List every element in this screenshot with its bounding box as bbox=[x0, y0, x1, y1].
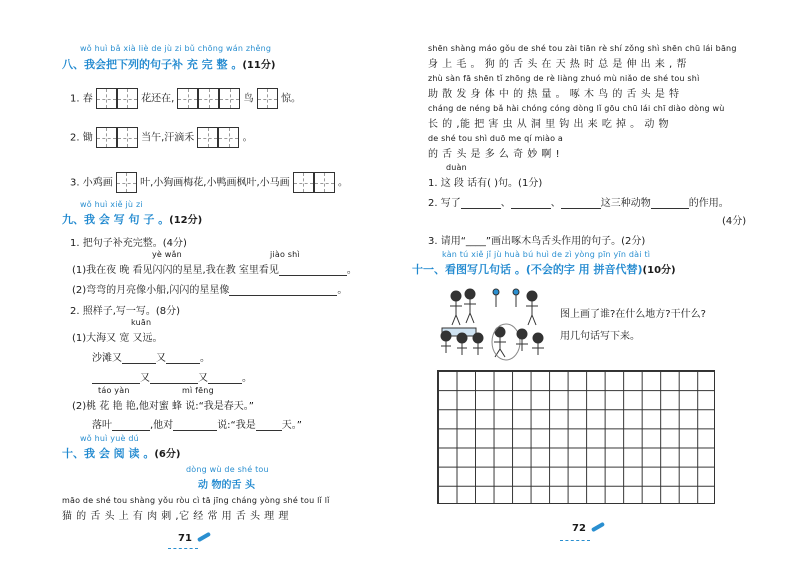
reading-q2-score: (4分) bbox=[722, 216, 747, 227]
s8-q2-c: 。 bbox=[242, 132, 253, 144]
article-line-4: 的 舌 头 是 多 么 奇 妙 啊 ! bbox=[428, 149, 561, 160]
children-playing-illustration bbox=[436, 284, 548, 364]
pencil-icon bbox=[591, 521, 605, 531]
s8-q1-c: 鸟 bbox=[243, 93, 254, 105]
answer-line[interactable] bbox=[651, 198, 689, 209]
answer-line[interactable] bbox=[256, 420, 282, 431]
s9-q2-py2a: táo yàn bbox=[98, 386, 130, 395]
char-box[interactable] bbox=[219, 88, 240, 109]
article-line-3: 长 的 ,能 把 害 虫 从 洞 里 钩 出 来 吃 掉 。 动 物 bbox=[428, 119, 670, 130]
s8-title bbox=[62, 56, 275, 72]
s8-q1-d: 惊。 bbox=[281, 93, 302, 105]
page-deco bbox=[168, 538, 198, 557]
page-number-text: 72 bbox=[572, 523, 586, 534]
answer-line[interactable] bbox=[229, 285, 337, 296]
page-number-text: 71 bbox=[178, 533, 192, 544]
s9-q2-2-ans bbox=[92, 416, 302, 431]
article-line-4-pinyin: de shé tou shì duō me qí miào a bbox=[428, 134, 564, 143]
reading-q2-e: 的作用。 bbox=[688, 198, 729, 209]
s9-q2-1c: 。 bbox=[200, 353, 210, 364]
s8-q2-a: 2. 锄 bbox=[70, 132, 93, 144]
char-box[interactable] bbox=[314, 172, 335, 193]
article-line-1: 身 上 毛 。 狗 的 舌 头 在 天 热 时 总 是 伸 出 来 , 帮 bbox=[428, 59, 687, 70]
s8-q1 bbox=[70, 88, 301, 109]
s9-q1-py2: jiào shì bbox=[270, 250, 300, 259]
s9-q1-2 bbox=[72, 281, 347, 296]
s9-title-text: 九、我 会 写 句 子 。 bbox=[62, 213, 170, 226]
s8-q2 bbox=[70, 127, 253, 148]
s9-q2-2b: ,他对 bbox=[150, 420, 174, 431]
char-box[interactable] bbox=[116, 172, 137, 193]
page-deco bbox=[560, 530, 590, 549]
s8-title-text: 八、我会把下列的句子补 充 完 整 。 bbox=[62, 58, 243, 71]
s9-q2-1b: 又 bbox=[156, 353, 166, 364]
article-line: 猫 的 舌 头 上 有 肉 刺 ,它 经 常 用 舌 头 理 理 bbox=[62, 511, 289, 522]
s10-title bbox=[62, 445, 180, 461]
reading-q2-c: 、 bbox=[550, 198, 561, 209]
s11-score: (10分) bbox=[642, 265, 676, 276]
char-box[interactable] bbox=[96, 88, 117, 109]
answer-line[interactable] bbox=[511, 198, 551, 209]
char-box[interactable] bbox=[218, 127, 239, 148]
s9-q2-1d: 又 bbox=[140, 373, 150, 384]
s9-q1-2-end: 。 bbox=[337, 285, 348, 296]
answer-line[interactable] bbox=[208, 373, 242, 384]
illustration-svg bbox=[436, 284, 548, 364]
s10-pinyin: wǒ huì yuè dú bbox=[80, 434, 139, 443]
s9-title bbox=[62, 211, 202, 227]
s9-q2: 2. 照样子,写一写。(8分) bbox=[70, 306, 181, 317]
s9-q2-1-ans2 bbox=[92, 369, 252, 384]
char-box[interactable] bbox=[198, 88, 219, 109]
answer-line[interactable] bbox=[461, 198, 501, 209]
q1-pinyin: duàn bbox=[446, 163, 467, 172]
article-title: 动 物的舌 头 bbox=[198, 480, 255, 491]
char-box[interactable] bbox=[293, 172, 314, 193]
article-line-1-pinyin: shēn shàng máo gǒu de shé tou zài tiān rè shí zǒng shì shēn chū lái bāng bbox=[428, 44, 737, 53]
s9-q2-2c: 说:“我是 bbox=[217, 420, 256, 431]
s10-score: (6分) bbox=[154, 449, 181, 460]
s9-q2-1f: 。 bbox=[242, 373, 252, 384]
char-box[interactable] bbox=[177, 88, 198, 109]
s9-q1-py1: yè wǎn bbox=[152, 250, 182, 259]
reading-q2-a: 2. 写了 bbox=[428, 198, 461, 209]
pencil-icon bbox=[197, 531, 211, 541]
article-line-2-pinyin: zhù sàn fā shēn tǐ zhōng de rè liàng zhuó mù niǎo de shé tou shì bbox=[428, 74, 700, 83]
dashed-decoration bbox=[168, 548, 198, 549]
s8-q3 bbox=[70, 172, 348, 193]
s9-q1-1 bbox=[72, 261, 357, 276]
s9-q2-1: (1)大海又 宽 又远。 bbox=[72, 333, 163, 344]
s9-q2-2: (2)桃 花 艳 艳,他对蜜 蜂 说:“我是春天。” bbox=[72, 401, 254, 412]
s8-q1-b: 花还在, bbox=[141, 93, 175, 105]
writing-prompt-2: 用几句话写下来。 bbox=[560, 331, 640, 342]
char-box[interactable] bbox=[96, 127, 117, 148]
s8-pinyin: wǒ huì bǎ xià liè de jù zi bǔ chōng wán zhěng bbox=[80, 44, 272, 53]
s8-q1-a: 1. 春 bbox=[70, 93, 93, 105]
char-box[interactable] bbox=[117, 88, 138, 109]
char-box[interactable] bbox=[117, 127, 138, 148]
answer-line[interactable] bbox=[166, 353, 200, 364]
writing-prompt-1: 图上画了谁?在什么地方?干什么? bbox=[560, 309, 706, 320]
answer-line[interactable] bbox=[173, 420, 217, 431]
answer-line[interactable] bbox=[122, 353, 156, 364]
reading-q2 bbox=[428, 194, 729, 209]
s9-q2-py1: kuān bbox=[131, 318, 152, 327]
answer-line[interactable] bbox=[279, 265, 347, 276]
article-line-3-pinyin: cháng de néng bǎ hài chóng cóng dòng lǐ gōu chū lái chī diào dòng wù bbox=[428, 104, 725, 113]
s9-q1-2-text: (2)弯弯的月亮像小船,闪闪的星星像 bbox=[72, 285, 230, 296]
s8-q2-b: 当午,汗滴禾 bbox=[141, 132, 195, 144]
s9-q2-1a: 沙滩又 bbox=[92, 353, 122, 364]
s11-title-text: 十一、看图写几句话 。(不会的字 用 拼音代替) bbox=[412, 263, 643, 276]
s9-q2-2d: 天。” bbox=[281, 420, 302, 431]
s9-q2-py2b: mì fēng bbox=[182, 386, 214, 395]
s11-pinyin: kàn tú xiě jǐ jù huà bú huì de zì yòng pīn yīn dài tì bbox=[442, 250, 651, 259]
answer-line[interactable] bbox=[112, 420, 150, 431]
s11-title bbox=[412, 261, 676, 277]
reading-q2-d: 这三种动物 bbox=[600, 198, 651, 209]
s9-q1-1-text: (1)我在夜 晚 看见闪闪的星星,我在教 室里看见 bbox=[72, 265, 279, 276]
s9-pinyin: wǒ huì xiě jù zi bbox=[80, 200, 143, 209]
s9-q2-1e: 又 bbox=[198, 373, 208, 384]
reading-q3: 3. 请用“____”画出啄木鸟舌头作用的句子。(2分) bbox=[428, 236, 646, 247]
s8-q3-c: 。 bbox=[338, 177, 349, 189]
s9-q2-2a: 落叶 bbox=[92, 420, 112, 431]
answer-line[interactable] bbox=[150, 373, 198, 384]
s9-q1-1-end: 。 bbox=[346, 265, 357, 276]
answer-line[interactable] bbox=[561, 198, 601, 209]
reading-q1: 1. 这 段 话有( )句。(1分) bbox=[428, 178, 543, 189]
reading-q2-b: 、 bbox=[500, 198, 511, 209]
s9-score: (12分) bbox=[169, 215, 203, 226]
writing-grid[interactable] bbox=[437, 370, 715, 504]
answer-line[interactable] bbox=[92, 373, 140, 384]
article-line-pinyin: māo de shé tou shàng yǒu ròu cì tā jīng cháng yòng shé tou lǐ lǐ bbox=[62, 496, 330, 505]
s9-q1: 1. 把句子补充完整。(4分) bbox=[70, 238, 187, 249]
char-box[interactable] bbox=[197, 127, 218, 148]
s8-q3-b: 叶,小狗画梅花,小鸭画枫叶,小马画 bbox=[140, 177, 290, 189]
dashed-decoration bbox=[560, 540, 590, 541]
s8-score: (11分) bbox=[242, 60, 276, 71]
s10-title-text: 十、我 会 阅 读 。 bbox=[62, 447, 155, 460]
s9-q2-1-ans1 bbox=[92, 349, 210, 364]
article-line-2: 助 散 发 身 体 中 的 热 量 。 啄 木 鸟 的 舌 头 是 特 bbox=[428, 89, 680, 100]
article-title-pinyin: dòng wù de shé tou bbox=[186, 465, 269, 474]
s8-q3-a: 3. 小鸡画 bbox=[70, 177, 113, 189]
char-box[interactable] bbox=[257, 88, 278, 109]
